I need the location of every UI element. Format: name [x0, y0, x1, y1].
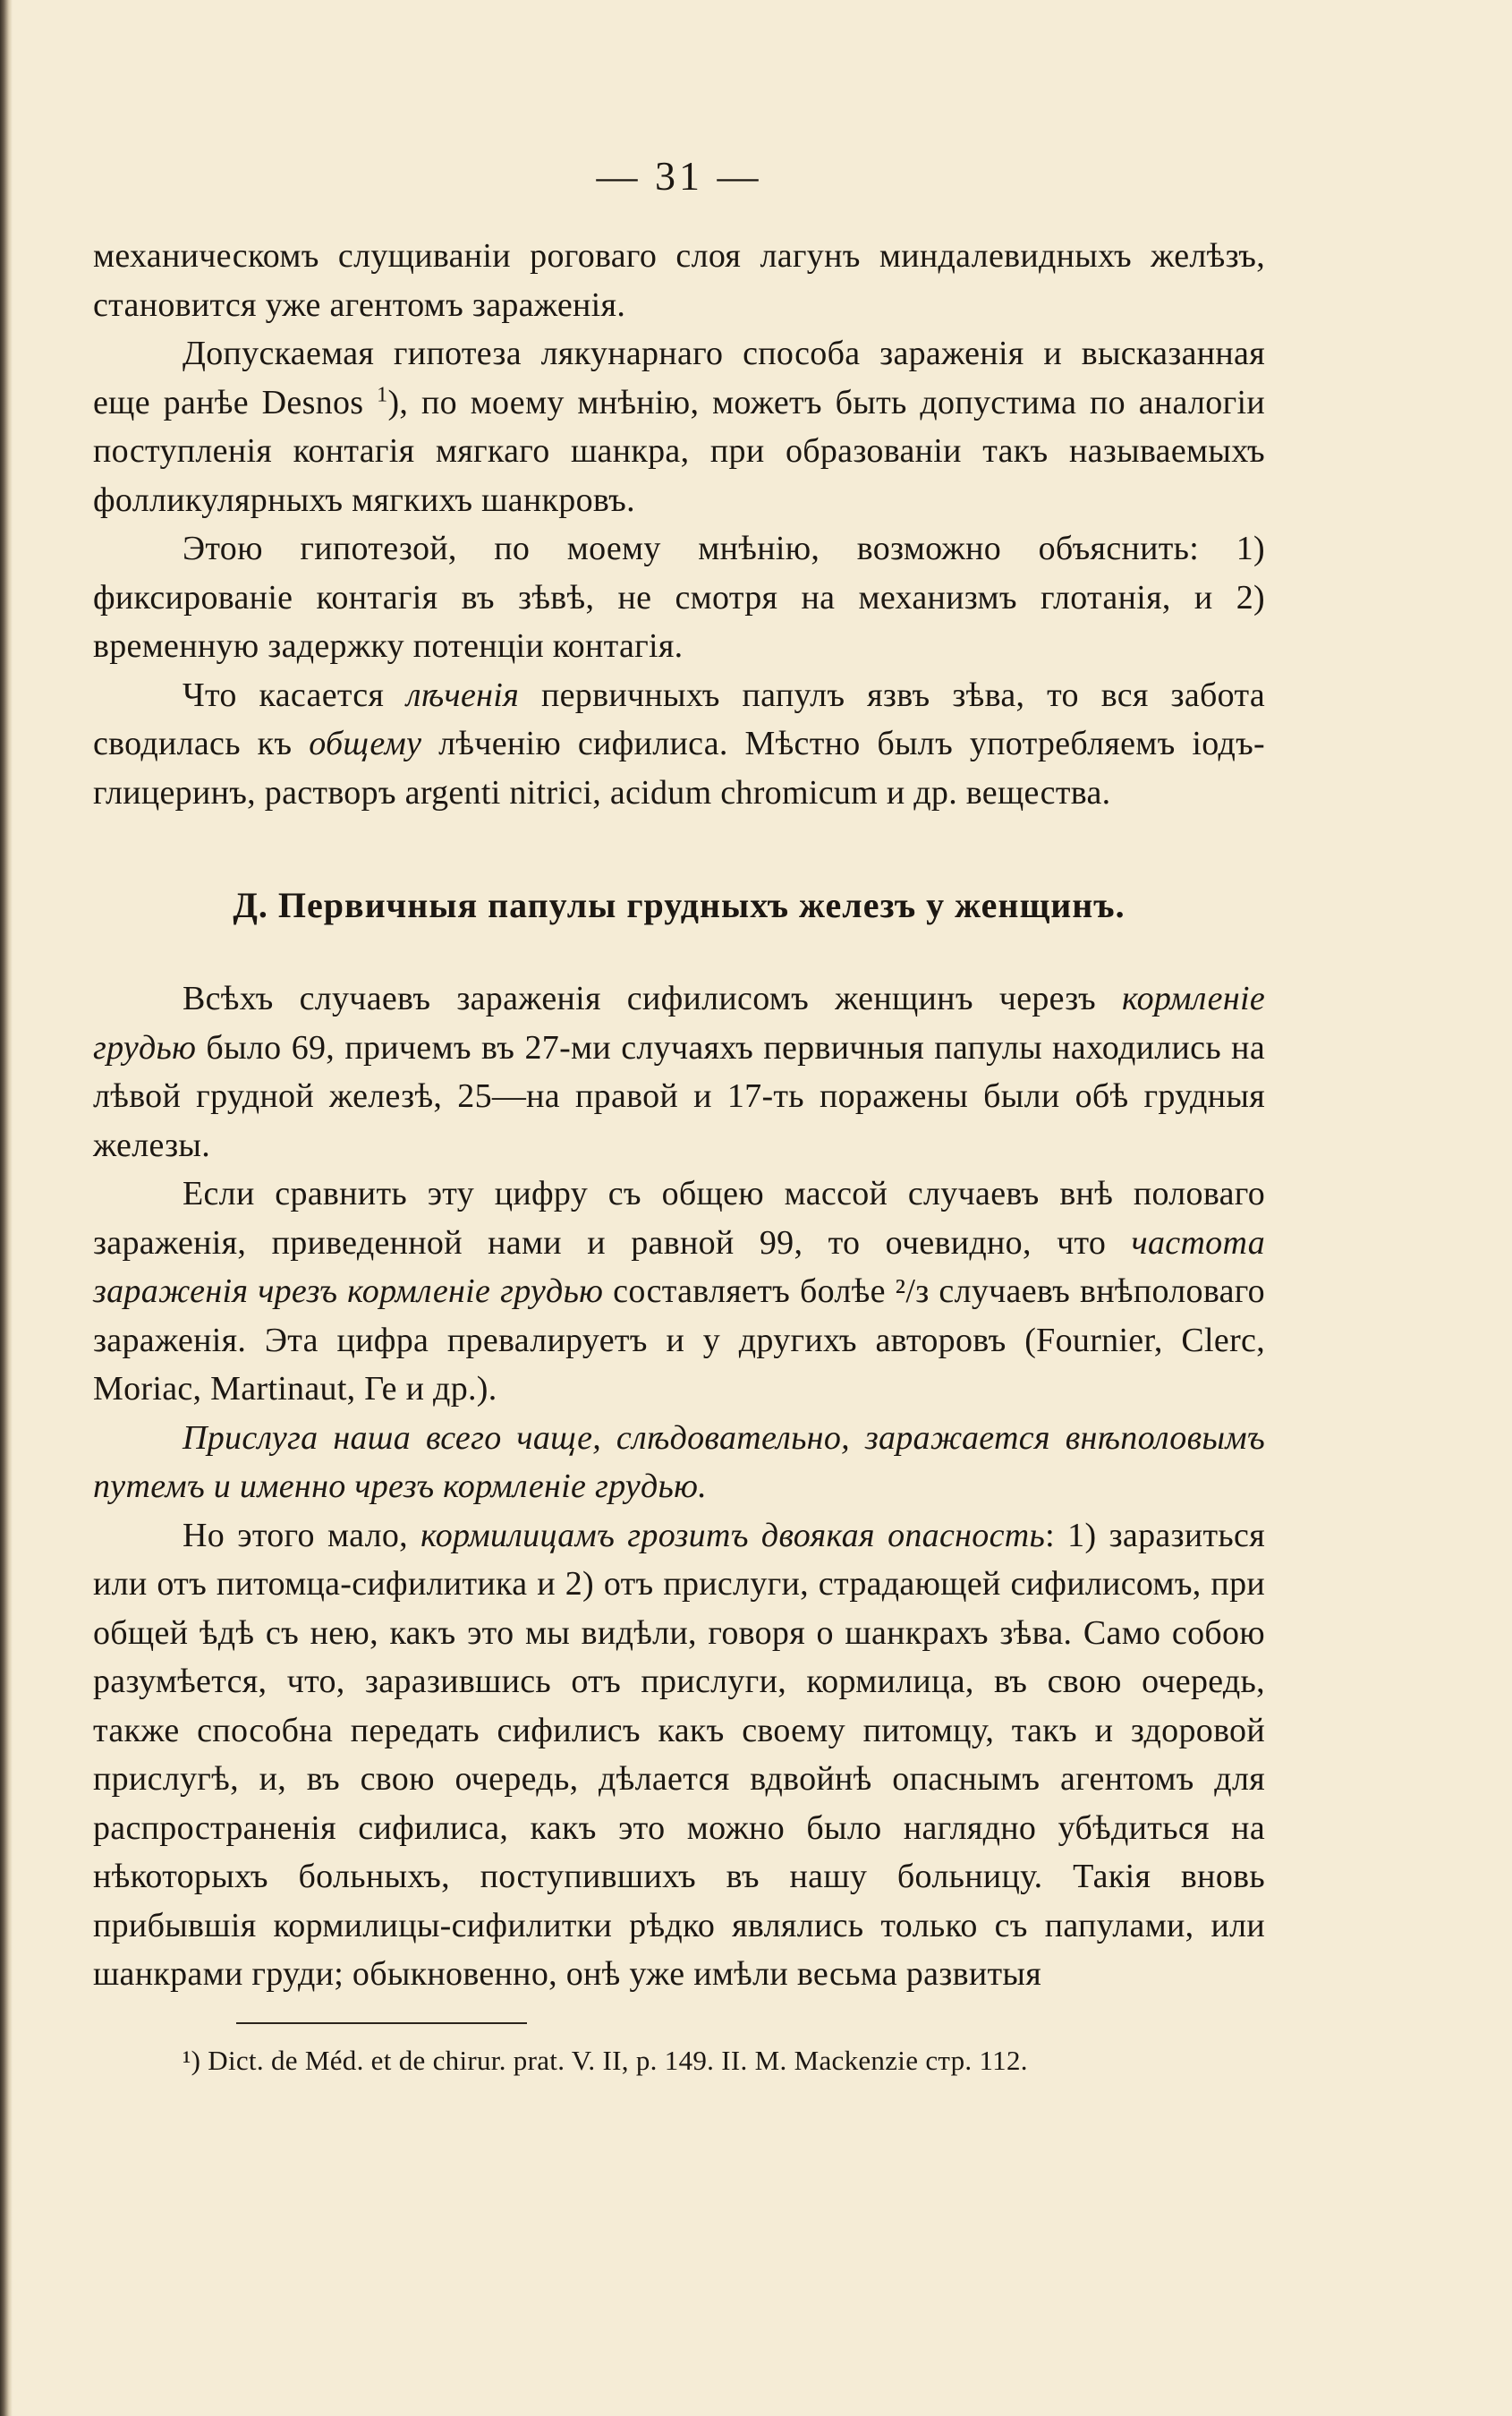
- text-block-top: [93, 232, 1265, 817]
- paragraph-text: Но этого мало,: [183, 1516, 421, 1554]
- paragraph-text: механическомъ слущиваніи роговаго слоя лагунъ миндалевидныхъ желѣзъ, становится уже агентомъ зараженія.: [93, 237, 1265, 324]
- page-number: — 31 —: [596, 153, 762, 199]
- paragraph: [93, 329, 1265, 524]
- footnote: ¹) Dict. de Méd. et de chirur. prat. V. II, p. 149. II. M. Mackenzie стр. 112.: [183, 2044, 1028, 2076]
- section-heading: Д. Первичныя папулы грудныхъ железъ у женщинъ.: [233, 885, 1126, 925]
- paragraph-text: Допускаемая гипотеза лякунарнаго способа зараженія и высказанная еще ранѣе Desnos: [93, 335, 1265, 421]
- paragraph-text: первичныхъ папулъ язвъ зѣва, то вся забота сводилась къ: [93, 676, 1265, 762]
- paragraph: [93, 974, 1265, 1170]
- emphasis-text: лѣченія: [406, 676, 520, 714]
- paragraph-text: ), по моему мнѣнію, можетъ быть допустима по аналогіи поступленія контагія мягкаго шанкра, при образованіи такъ называемыхъ фолликулярныхъ мягкихъ шанкровъ.: [93, 383, 1265, 519]
- paragraph: [93, 1414, 1265, 1511]
- emphasis-text: частота зараженія чрезъ кормленіе грудью: [93, 1223, 1265, 1310]
- paragraph-text: Всѣхъ случаевъ зараженія сифилисомъ женщинъ черезъ: [183, 980, 1122, 1017]
- emphasis-text: кормленіе грудью: [93, 980, 1265, 1067]
- emphasis-text: общему: [309, 725, 422, 762]
- paragraph: [93, 232, 1265, 329]
- paragraph-text: было 69, причемъ въ 27-ми случаяхъ первичныя папулы находились на лѣвой грудной железѣ, 25—на правой и 17-ть поражены были обѣ грудныя железы.: [93, 1028, 1265, 1164]
- paragraph-text: : 1) заразиться или отъ питомца-сифилитика и 2) отъ прислуги, страдающей сифилисомъ, при общей ѣдѣ съ нею, какъ это мы видѣли, говоря о шанкрахъ зѣва. Само собою разумѣется, что, заразившись отъ прислуги, кормилица, въ свою очередь, также способна передать сифилисъ какъ своему питомцу, такъ и здоровой прислугѣ, и, въ свою очередь, дѣлается вдвойнѣ опаснымъ агентомъ для распространенія сифилиса, какъ это можно было наглядно убѣдиться на нѣкоторыхъ больныхъ, поступившихъ въ нашу больницу. Такія вновь прибывшія кормилицы-сифилитки рѣдко являлись только съ папулами, или шанкрами груди; обыкновенно, онѣ уже имѣли весьма развитыя: [93, 1516, 1265, 1993]
- paragraph: [93, 524, 1265, 671]
- paragraph-text: Если сравнить эту цифру съ общею массой случаевъ внѣ половаго зараженія, приведенной нами и равной 99, то очевидно, что: [93, 1175, 1265, 1262]
- page-binding-edge: [0, 0, 13, 2416]
- book-page: [93, 152, 1265, 2081]
- text-block-section: [93, 974, 1265, 1999]
- paragraph-text: составляетъ болѣе ²/з случаевъ внѣполоваго зараженія. Эта цифра превалируетъ и у другихъ авторовъ (Fournier, Clerc, Moriac, Martinaut, Ге и др.).: [93, 1272, 1265, 1408]
- paragraph: [93, 1511, 1265, 1999]
- paragraph-text: лѣченію сифилиса. Мѣстно былъ употребляемъ іодъ-глицеринъ, растворъ argenti nitrici, acidum chromicum и др. вещества.: [93, 725, 1265, 812]
- footnote-rule: [236, 2022, 527, 2024]
- footnote-marker: 1: [377, 382, 388, 406]
- paragraph: [93, 1170, 1265, 1414]
- emphasis-text: кормилицамъ грозитъ двоякая опасность: [420, 1516, 1046, 1554]
- emphasis-text: Прислуга наша всего чаще, слѣдовательно, заражается внѣполовымъ путемъ и именно чрезъ кормленіе грудью.: [93, 1418, 1265, 1505]
- paragraph-text: Что касается: [183, 676, 407, 714]
- paragraph-text: Этою гипотезой, по моему мнѣнію, возможно объяснить: 1) фиксированіе контагія въ зѣвѣ, не смотря на механизмъ глотанія, и 2) временную задержку потенціи контагія.: [93, 530, 1265, 665]
- paragraph: [93, 671, 1265, 818]
